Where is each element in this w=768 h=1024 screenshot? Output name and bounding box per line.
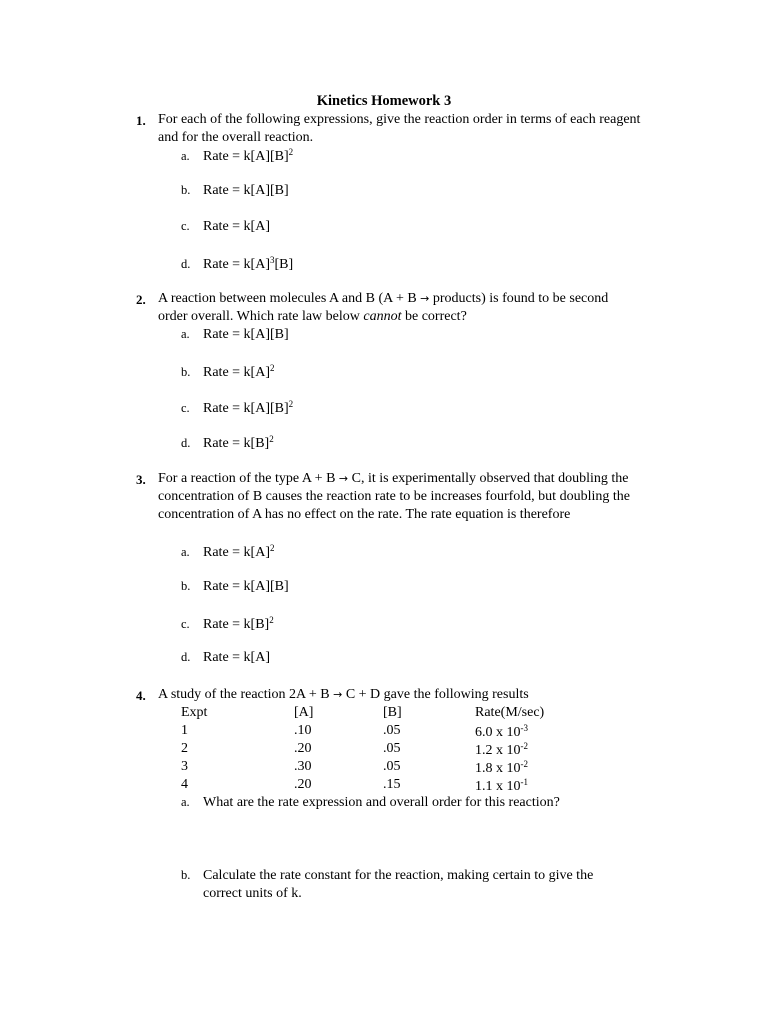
option-label: a. bbox=[181, 327, 190, 341]
option-label: c. bbox=[181, 617, 190, 631]
question-3-text-part: C, it is experimentally observed that doubling the concentration of B causes the reaction rate to be increases fourfold, but doubling the concentration of A has no effect on the rate. The rate equation is therefore bbox=[158, 471, 630, 522]
option-superscript: 2 bbox=[269, 434, 274, 444]
option-label: a. bbox=[181, 795, 190, 809]
question-4-text-part: A study of the reaction 2A + B bbox=[158, 687, 334, 702]
question-4-part-b bbox=[181, 866, 641, 903]
option-text: Rate = k[A] bbox=[203, 257, 270, 272]
question-1-number: 1. bbox=[136, 113, 146, 128]
cell-b: .05 bbox=[383, 741, 401, 756]
option-text: Rate = k[A] bbox=[203, 365, 270, 380]
rate-mantissa: 1.8 x 10 bbox=[475, 761, 521, 776]
option-superscript: 2 bbox=[270, 543, 275, 553]
cell-rate bbox=[475, 723, 528, 741]
option-superscript: 2 bbox=[288, 399, 294, 409]
question-3-text bbox=[158, 470, 648, 524]
option-label: c. bbox=[181, 219, 190, 233]
option-text: Rate = k[A][B] bbox=[203, 149, 289, 164]
question-4-part-a bbox=[181, 795, 560, 811]
question-2-option-b bbox=[181, 363, 275, 381]
question-1-option-a bbox=[181, 147, 293, 165]
question-2-text bbox=[158, 290, 638, 326]
option-label: b. bbox=[181, 579, 191, 593]
question-1-text: For each of the following expressions, give the reaction order in terms of each reagent and for the overall reaction. bbox=[158, 112, 641, 145]
option-label: b. bbox=[181, 183, 191, 197]
option-text: Rate = k[A] bbox=[203, 545, 270, 560]
rate-mantissa: 1.1 x 10 bbox=[475, 779, 521, 794]
option-text: Rate = k[A][B] bbox=[203, 579, 289, 594]
option-text: Rate = k[B] bbox=[203, 436, 270, 451]
question-1-option-c bbox=[181, 219, 270, 235]
question-2-text-part: products) is found to be second order overall. Which rate law below bbox=[158, 291, 609, 324]
question-3-option-a bbox=[181, 543, 275, 561]
cell-rate bbox=[475, 741, 528, 759]
question-3-option-c bbox=[181, 615, 274, 633]
question-3-text-part: For a reaction of the type A + B bbox=[158, 471, 339, 486]
arrow-icon: → bbox=[420, 292, 430, 305]
rate-mantissa: 6.0 x 10 bbox=[475, 725, 521, 740]
table-header-rate: Rate(M/sec) bbox=[475, 705, 545, 720]
part-b-text-line-2: correct units of k. bbox=[203, 886, 302, 901]
question-1-option-b bbox=[181, 183, 289, 199]
cell-expt: 2 bbox=[181, 741, 188, 756]
option-label: b. bbox=[181, 365, 191, 379]
table-header-a: [A] bbox=[294, 705, 314, 720]
option-superscript: 2 bbox=[270, 363, 275, 373]
question-4-text-part: C + D gave the following results bbox=[342, 687, 529, 702]
rate-exponent: -1 bbox=[520, 777, 528, 787]
option-text: Rate = k[A][B] bbox=[203, 327, 289, 342]
option-text: Rate = k[A] bbox=[203, 219, 270, 234]
cell-expt: 1 bbox=[181, 723, 188, 738]
arrow-icon: → bbox=[333, 688, 343, 701]
option-text: Rate = k[A][B] bbox=[203, 401, 289, 416]
question-4-number: 4. bbox=[136, 688, 146, 703]
option-label: d. bbox=[181, 650, 191, 664]
option-label: d. bbox=[181, 436, 191, 450]
option-text: Rate = k[A] bbox=[203, 650, 270, 665]
question-1-option-d bbox=[181, 255, 293, 273]
rate-exponent: -2 bbox=[520, 759, 528, 769]
cell-a: .30 bbox=[294, 759, 312, 774]
option-text: Rate = k[B] bbox=[203, 617, 270, 632]
cell-a: .10 bbox=[294, 723, 312, 738]
cell-a: .20 bbox=[294, 741, 312, 756]
question-3-number: 3. bbox=[136, 472, 146, 487]
page-title: Kinetics Homework 3 bbox=[316, 93, 452, 109]
arrow-icon: → bbox=[338, 472, 349, 485]
option-label: c. bbox=[181, 401, 190, 415]
cell-a: .20 bbox=[294, 777, 312, 792]
question-2-option-c bbox=[181, 399, 293, 417]
part-b-text-line-1: Calculate the rate constant for the reaction, making certain to give the bbox=[203, 868, 594, 883]
table-header-b: [B] bbox=[383, 705, 402, 720]
option-label: b. bbox=[181, 868, 191, 882]
question-4-text bbox=[158, 686, 648, 704]
option-superscript: 3 bbox=[270, 255, 275, 265]
cell-b: .05 bbox=[383, 723, 401, 738]
cell-rate bbox=[475, 759, 528, 777]
question-2-text-part: be correct? bbox=[401, 309, 467, 324]
rate-mantissa: 1.2 x 10 bbox=[475, 743, 521, 758]
rate-exponent: -3 bbox=[520, 723, 528, 733]
part-a-text: What are the rate expression and overall order for this reaction? bbox=[203, 795, 560, 810]
table-header-expt: Expt bbox=[181, 705, 208, 720]
emphasis-cannot: cannot bbox=[363, 309, 402, 324]
question-3-option-b bbox=[181, 579, 289, 595]
question-2-option-a bbox=[181, 327, 289, 343]
option-label: d. bbox=[181, 257, 191, 271]
option-text: Rate = k[A][B] bbox=[203, 183, 289, 198]
option-label: a. bbox=[181, 545, 190, 559]
cell-b: .15 bbox=[383, 777, 401, 792]
question-2-option-d bbox=[181, 434, 274, 452]
option-label: a. bbox=[181, 149, 190, 163]
option-superscript: 2 bbox=[269, 615, 274, 625]
option-text-after: [B] bbox=[274, 257, 294, 272]
cell-expt: 3 bbox=[181, 759, 188, 774]
cell-b: .05 bbox=[383, 759, 401, 774]
option-superscript: 2 bbox=[288, 147, 294, 157]
question-2-number: 2. bbox=[136, 292, 146, 307]
cell-expt: 4 bbox=[181, 777, 188, 792]
question-3-option-d bbox=[181, 650, 270, 666]
rate-exponent: -2 bbox=[520, 741, 528, 751]
cell-rate bbox=[475, 777, 528, 795]
question-2-text-part: A reaction between molecules A and B (A + B bbox=[158, 291, 421, 306]
